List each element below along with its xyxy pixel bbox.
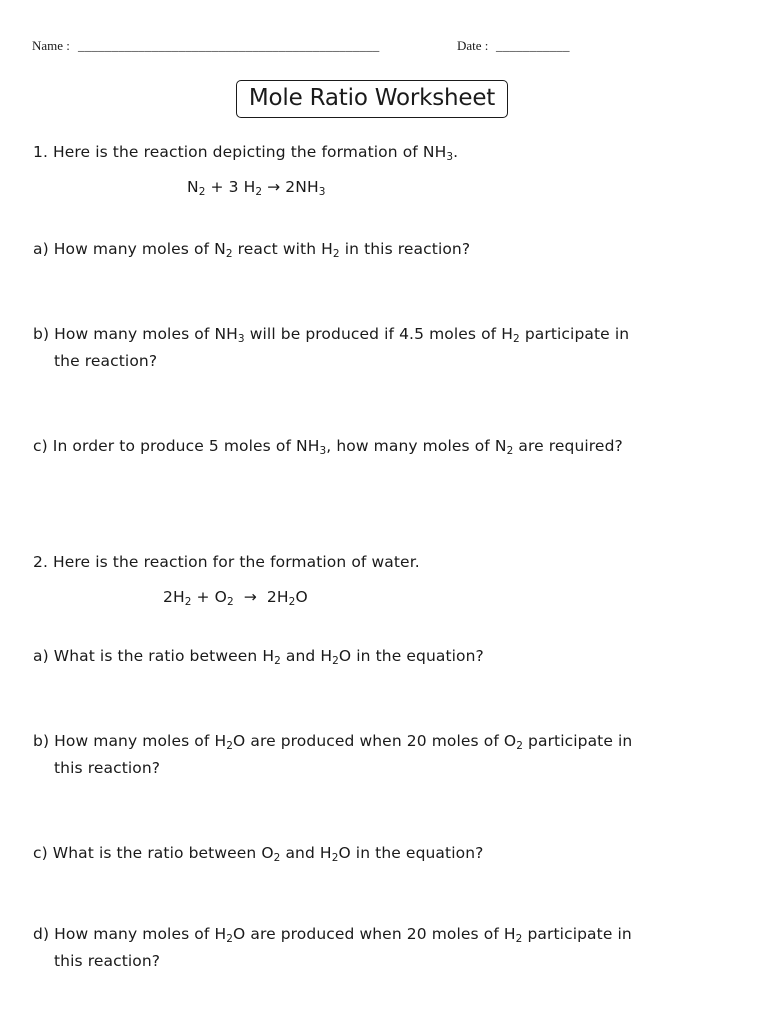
q2d-line1: d) How many moles of $H_2O$ are produced when 20 moles of $H_2$ participate in <box>33 925 632 945</box>
q1b-line2: the reaction? <box>54 352 158 370</box>
q1a: a) How many moles of $N_2$ react with $H_2$ in this reaction? <box>33 240 471 260</box>
q2-equation: $2H_2 + O_2 \to 2H_2O$ <box>163 588 308 608</box>
date-label: Date : <box>457 38 489 53</box>
date-blank[interactable]: ___________ <box>496 38 570 53</box>
q2c: c) What is the ratio between $O_2$ and $H_2O$ in the equation? <box>33 844 484 864</box>
name-label: Name : <box>32 38 70 53</box>
q2a: a) What is the ratio between $H_2$ and $H_2O$ in the equation? <box>33 647 484 667</box>
q1-equation: $N_2 + 3$ $H_2 \to 2NH_3$ <box>187 178 326 198</box>
q2b-line2: this reaction? <box>54 759 161 777</box>
q1b-line1: b) How many moles of $NH_3$ will be produced if 4.5 moles of $H_2$ participate in <box>33 325 630 345</box>
q2b-line1: b) How many moles of $H_2O$ are produced when 20 moles of $O_2$ participate in <box>33 732 633 752</box>
q1-intro: 1. Here is the reaction depicting the formation of $NH_3$. <box>33 143 459 163</box>
worksheet-title: Mole Ratio Worksheet <box>236 80 508 118</box>
name-blank[interactable]: _____________________________________________ <box>78 38 380 53</box>
q2-intro: 2. Here is the reaction for the formation of water. <box>33 553 420 571</box>
header-row <box>32 38 736 56</box>
q1c: c) In order to produce 5 moles of $NH_3$, how many moles of $N_2$ are required? <box>33 437 623 457</box>
q2d-line2: this reaction? <box>54 952 161 970</box>
